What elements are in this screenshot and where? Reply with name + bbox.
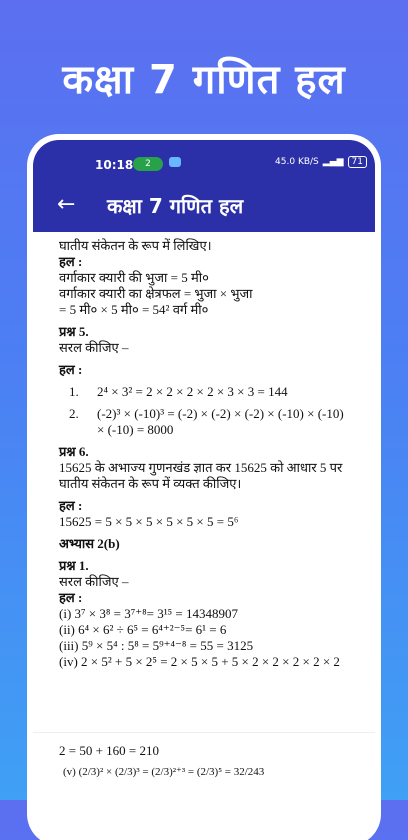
solution-heading: हल : [59,362,83,377]
text-line: वर्गाकार क्यारी की भुजा = 5 मी० [59,270,209,285]
app-title: कक्षा 7 गणित हल [107,194,244,218]
text-line: (i) 3⁷ × 3⁸ = 3⁷⁺⁸= 3¹⁵ = 14348907 [59,606,239,621]
text-line: = 5 मी० × 5 मी० = 54² वर्ग मी० [59,302,209,317]
list-text: 2⁴ × 3² = 2 × 2 × 2 × 2 × 3 × 3 = 144 [97,384,288,399]
phone-frame [33,140,375,840]
question-text: 15625 के अभाज्य गुणनखंड ज्ञात कर 15625 को आधार 5 पर घातीय संकेतन के रूप में व्यक्त कीजिए। [59,460,343,491]
list-item [59,406,375,438]
text-line: (ii) 6⁴ × 6² ÷ 6⁵ = 6⁴⁺²⁻⁵= 6¹ = 6 [59,622,227,637]
status-time: 10:18 [95,158,134,172]
text-line: 15625 = 5 × 5 × 5 × 5 × 5 × 5 = 5⁶ [59,514,239,529]
promo-title: कक्षा 7 गणित हल [62,57,346,103]
solution-heading: हल : [59,254,83,269]
back-arrow-icon[interactable]: ← [57,192,76,217]
text-line: वर्गाकार क्यारी का क्षेत्रफल = भुजा × भुजा [59,286,253,301]
network-speed: 45.0 KB/S [275,157,319,167]
cloud-icon [169,157,181,167]
question-text: सरल कीजिए – [59,574,129,589]
question-heading: प्रश्न 1. [59,558,89,573]
text-line: (iii) 5⁹ × 5⁴ : 5⁸ = 5⁹⁺⁴⁻⁸ = 55 = 3125 [59,638,254,653]
signal-icon: ▂▄▆ [322,157,344,167]
list-item [59,384,375,400]
question-text: सरल कीजिए – [59,340,129,355]
text-line: (iv) 2 × 5² + 5 × 2⁵ = 2 × 5 × 5 + 5 × 2 × 2 × 2 × 2 × 2 [59,654,340,669]
list-number: 1. [69,384,79,399]
solution-heading: हल : [59,590,83,605]
text-line: घातीय संकेतन के रूप में लिखिए। [59,238,212,253]
divider [33,732,375,733]
app-bar [33,180,375,232]
status-indicators [275,156,367,168]
list-number: 2. [69,406,79,421]
exercise-heading: अभ्यास 2(b) [59,536,120,551]
footer-line: (v) (2/3)² × (2/3)³ = (2/3)²⁺³ = (2/3)⁵ = 32/243 [63,766,265,778]
list-text: (-2)³ × (-10)³ = (-2) × (-2) × (-2) × (-10) × (-10) × (-10) = 8000 [97,406,344,437]
solution-heading: हल : [59,498,83,513]
battery-icon: 71 [348,156,367,168]
status-bar [33,140,375,180]
question-heading: प्रश्न 5. [59,324,89,339]
footer-line: 2 = 50 + 160 = 210 [59,743,159,758]
hotspot-badge: 2 [133,157,163,171]
question-heading: प्रश्न 6. [59,444,89,459]
